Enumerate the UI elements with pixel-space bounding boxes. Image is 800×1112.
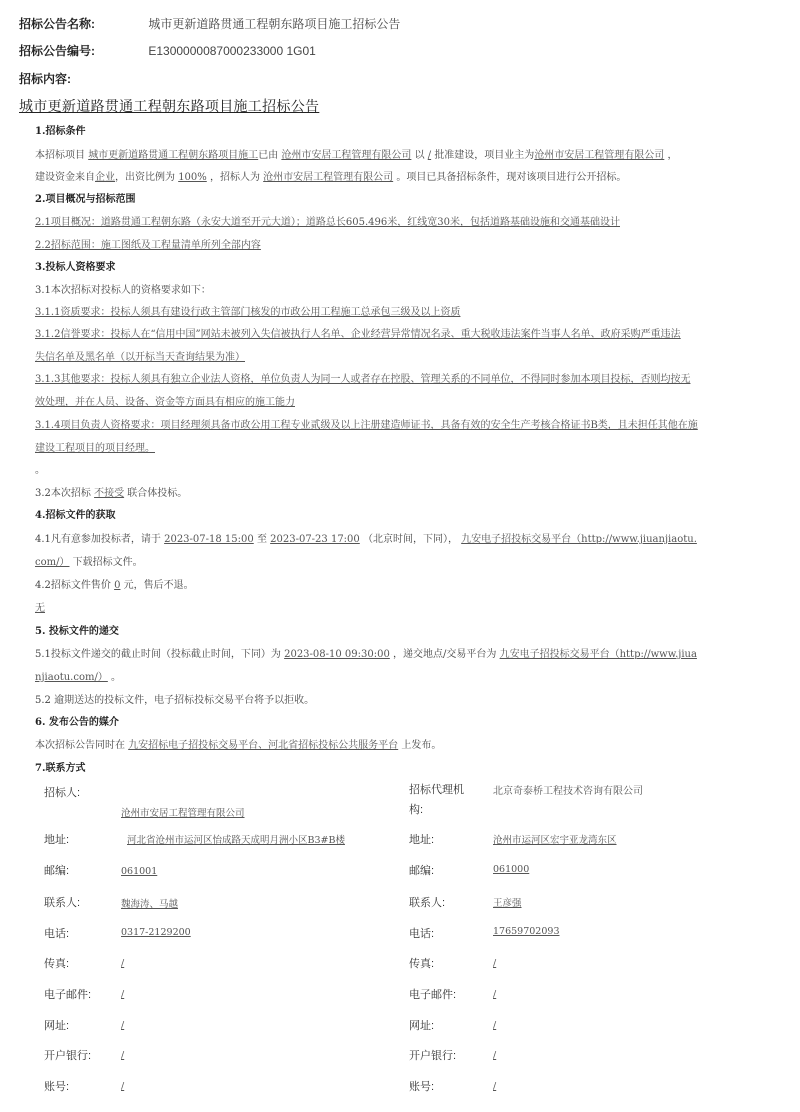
submission-platform-link-cont[interactable]: njiaotu.com/） — [35, 672, 108, 683]
left-acct-value: / — [121, 1081, 125, 1092]
text: 至 — [256, 534, 267, 545]
section-4-line-2 — [35, 553, 143, 568]
approval-doc: / — [427, 150, 432, 161]
announcement-code-row — [19, 42, 316, 59]
agency-value: 北京奇泰桥工程技术咨询有限公司 — [493, 786, 643, 797]
fund-ratio: 100% — [178, 172, 207, 183]
right-email-value: / — [493, 989, 497, 1000]
content-label: 招标内容: — [19, 72, 71, 86]
left-tel-label: 电话: — [44, 928, 70, 940]
right-person-value: 王彦强 — [493, 898, 522, 909]
section-2-heading: 2.项目概况与招标范围 — [35, 194, 136, 205]
tenderer-label: 招标人: — [44, 787, 81, 799]
right-bank-value: / — [493, 1050, 497, 1061]
text: 上发布。 — [401, 740, 442, 751]
approval-org: 沧州市安居工程管理有限公司 — [281, 150, 412, 161]
requirement-qualification: 3.1.1资质要求：投标人须具有建设行政主管部门核发的市政公用工程施工总承包三级及以上资质 — [35, 307, 461, 318]
content-row — [19, 70, 145, 87]
requirement-manager-a: 3.1.4项目负责人资格要求：项目经理须具备市政公用工程专业贰级及以上注册建造师证书，具备有效的安全生产考核合格证书B类，且未担任其他在施 — [35, 420, 698, 431]
text: ，递交地点/交易平台为 — [393, 649, 497, 660]
text: ，招标人为 — [209, 172, 260, 183]
text: 联合体投标。 — [127, 488, 188, 499]
text: 4.1凡有意参加投标者，请于 — [35, 534, 161, 545]
acquire-end-time: 2023-07-23 17:00 — [270, 534, 360, 545]
submission-deadline: 2023-08-10 09:30:00 — [284, 649, 390, 660]
left-fax-value: / — [121, 958, 125, 969]
consortium-line — [35, 484, 187, 499]
section-6-heading: 6. 发布公告的媒介 — [35, 717, 119, 728]
left-tel-value: 0317-2129200 — [121, 927, 191, 938]
left-bank-value: / — [121, 1050, 125, 1061]
submission-platform-link[interactable]: 九安电子招投标交易平台（http://www.jiua — [499, 649, 697, 660]
requirement-manager-b: 建设工程项目的项目经理。 — [35, 443, 155, 454]
fund-source: 企业 — [95, 172, 115, 183]
section-1-line-1 — [35, 146, 678, 161]
section-4-line-1 — [35, 530, 697, 545]
left-post-value: 061001 — [121, 866, 158, 877]
left-person-label: 联系人: — [44, 897, 81, 909]
right-fax-value: / — [493, 958, 497, 969]
left-addr-value: 河北省沧州市运河区怡成路天成明月洲小区B3#B楼 — [127, 835, 345, 846]
text: 4.2招标文件售价 — [35, 580, 111, 591]
left-addr-label: 地址: — [44, 834, 70, 846]
text: 3.2本次招标 — [35, 488, 91, 499]
requirement-credit-b: 失信名单及黑名单（以开标当天查询结果为准） — [35, 352, 245, 363]
text: 以 — [414, 150, 425, 161]
acquire-start-time: 2023-07-18 15:00 — [164, 534, 254, 545]
announcement-code-label: 招标公告编号: — [19, 44, 95, 58]
right-web-label: 网址: — [409, 1020, 435, 1032]
right-post-value: 061000 — [493, 864, 530, 875]
tenderer-value: 沧州市安居工程管理有限公司 — [121, 808, 245, 819]
requirement-other-a: 3.1.3其他要求：投标人须具有独立企业法人资格，单位负责人为同一人或者存在控股、管理关系的不同单位，不得同时参加本项目投标，否则均按无 — [35, 374, 691, 385]
section-5-late: 5.2 逾期送达的投标文件，电子招标投标交易平台将予以拒收。 — [35, 695, 315, 706]
left-web-value: / — [121, 1020, 125, 1031]
text: ， — [667, 150, 678, 161]
section-1-heading: 1.招标条件 — [35, 126, 86, 137]
text: 已由 — [258, 150, 279, 161]
left-post-label: 邮编: — [44, 865, 70, 877]
text: 。项目已具备招标条件，现对该项目进行公开招标。 — [396, 172, 627, 183]
section-7-heading: 7.联系方式 — [35, 763, 86, 774]
text: 元，售后不退。 — [123, 580, 194, 591]
right-tel-label: 电话: — [409, 928, 435, 940]
section-5-line-1 — [35, 645, 697, 660]
left-email-label: 电子邮件: — [44, 989, 92, 1001]
right-person-label: 联系人: — [409, 897, 446, 909]
left-web-label: 网址: — [44, 1020, 70, 1032]
project-name: 城市更新道路贯通工程朝东路项目施工 — [88, 150, 259, 161]
section-3-intro: 3.1本次招标对投标人的资格要求如下： — [35, 285, 211, 296]
left-person-value: 魏海涛、马越 — [121, 899, 179, 910]
section-5-line-2 — [35, 668, 121, 683]
text: 5.1投标文件递交的截止时间（投标截止时间，下同）为 — [35, 649, 281, 660]
section-3-dot: 。 — [35, 465, 45, 476]
section-4-none: 无 — [35, 603, 45, 614]
section-2-overview: 2.1项目概况：道路贯通工程朝东路（永安大道至开元大道）；道路总长605.496米，红线宽30米，包括道路基础设施和交通基础设计 — [35, 217, 620, 228]
right-bank-label: 开户银行: — [409, 1050, 457, 1062]
text: （北京时间，下同）， — [362, 534, 458, 545]
section-6-line — [35, 736, 441, 751]
consortium-value: 不接受 — [94, 488, 125, 499]
announcement-name-row — [19, 15, 400, 32]
left-fax-label: 传真: — [44, 958, 70, 970]
announcement-name-value: 城市更新道路贯通工程朝东路项目施工招标公告 — [148, 17, 401, 31]
text: 本次招标公告同时在 — [35, 740, 125, 751]
left-bank-label: 开户银行: — [44, 1050, 92, 1062]
platform-link[interactable]: 九安电子招投标交易平台（http://www.jiuanjiaotu. — [461, 534, 697, 545]
tenderer-name: 沧州市安居工程管理有限公司 — [263, 172, 394, 183]
text: 本招标项目 — [35, 150, 85, 161]
agency-label-b: 构: — [409, 804, 424, 816]
section-5-heading: 5. 投标文件的递交 — [35, 626, 119, 637]
requirement-other-b: 效处理，并在人员、设备、资金等方面具有相应的施工能力 — [35, 397, 295, 408]
right-email-label: 电子邮件: — [409, 989, 457, 1001]
text: 建设资金来自 — [35, 172, 95, 183]
right-web-value: / — [493, 1020, 497, 1031]
section-4-line-3 — [35, 576, 194, 591]
document-price: 0 — [114, 580, 121, 591]
requirement-credit-a: 3.1.2信誉要求：投标人在“信用中国”网站未被列入失信被执行人名单、企业经营异常情况名录、重大税收违法案件当事人名单、政府采购严重违法 — [35, 329, 681, 340]
platform-link-cont[interactable]: com/） — [35, 557, 70, 568]
right-fax-label: 传真: — [409, 958, 435, 970]
publish-media: 九安招标电子招投标交易平台、河北省招标投标公共服务平台 — [128, 740, 399, 751]
right-addr-label: 地址: — [409, 834, 435, 846]
left-acct-label: 账号: — [44, 1081, 70, 1093]
right-addr-value: 沧州市运河区宏宇亚龙湾东区 — [493, 835, 617, 846]
section-1-line-2 — [35, 168, 626, 183]
document-title: 城市更新道路贯通工程朝东路项目施工招标公告 — [19, 99, 320, 115]
right-tel-value: 17659702093 — [493, 926, 560, 937]
section-2-scope: 2.2招标范围：施工图纸及工程量清单所列全部内容 — [35, 240, 261, 251]
right-post-label: 邮编: — [409, 865, 435, 877]
announcement-name-label: 招标公告名称: — [19, 17, 95, 31]
project-owner: 沧州市安居工程管理有限公司 — [534, 150, 665, 161]
text: 。 — [111, 672, 122, 683]
text: 批准建设，项目业主为 — [434, 150, 535, 161]
left-email-value: / — [121, 989, 125, 1000]
right-acct-value: / — [493, 1081, 497, 1092]
text: 下载招标文件。 — [72, 557, 143, 568]
section-4-heading: 4.招标文件的获取 — [35, 510, 116, 521]
text: ，出资比例为 — [115, 172, 175, 183]
right-acct-label: 账号: — [409, 1081, 435, 1093]
announcement-code-value: E1300000087000233000 1G01 — [148, 44, 316, 58]
agency-label-a: 招标代理机 — [409, 784, 464, 796]
section-3-heading: 3.投标人资格要求 — [35, 262, 116, 273]
